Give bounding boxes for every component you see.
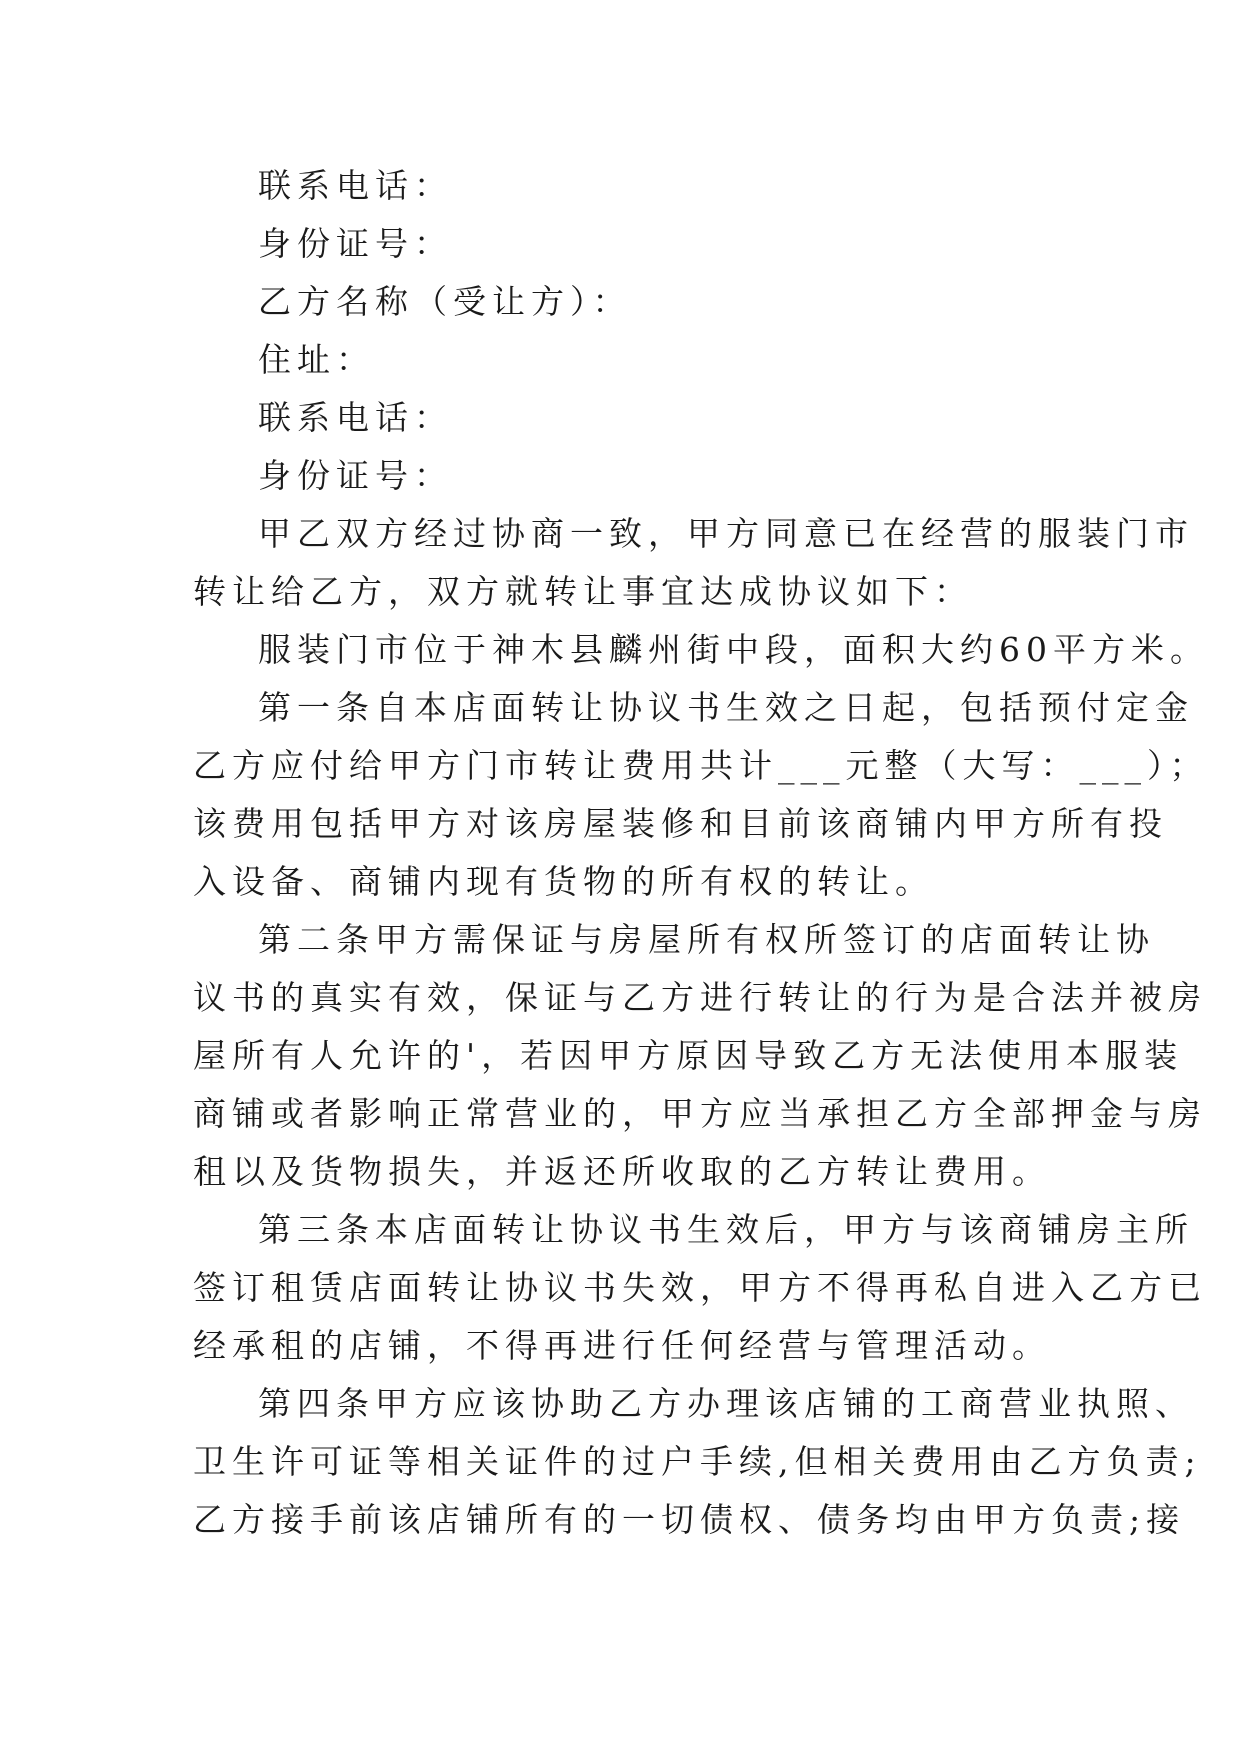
- id-number-label-b: 身份证号：: [258, 456, 453, 495]
- paragraph-location: 服装门市位于神木县麟州街中段，面积大约60平方米。: [258, 630, 1209, 669]
- id-number-label-a: 身份证号：: [258, 224, 453, 263]
- article-3-line-2: 签订租赁店面转让协议书失效，甲方不得再私自进入乙方已: [193, 1268, 1207, 1307]
- article-2-line-1: 第二条甲方需保证与房屋所有权所签订的店面转让协: [258, 920, 1155, 959]
- paragraph-intro-line-1: 甲乙双方经过协商一致，甲方同意已在经营的服装门市: [258, 514, 1194, 553]
- article-4-line-1: 第四条甲方应该协助乙方办理该店铺的工商营业执照、: [258, 1384, 1194, 1423]
- article-1-line-4: 入设备、商铺内现有货物的所有权的转让。: [193, 862, 934, 901]
- article-2-line-4: 商铺或者影响正常营业的，甲方应当承担乙方全部押金与房: [193, 1094, 1207, 1133]
- article-1-line-3: 该费用包括甲方对该房屋装修和目前该商铺内甲方所有投: [193, 804, 1168, 843]
- article-4-line-2: 卫生许可证等相关证件的过户手续,但相关费用由乙方负责;: [193, 1442, 1202, 1481]
- article-2-line-5: 租以及货物损失，并返还所收取的乙方转让费用。: [193, 1152, 1051, 1191]
- article-4-line-3: 乙方接手前该店铺所有的一切债权、债务均由甲方负责;接: [193, 1500, 1186, 1539]
- article-2-line-2: 议书的真实有效，保证与乙方进行转让的行为是合法并被房: [193, 978, 1207, 1017]
- article-1-line-1: 第一条自本店面转让协议书生效之日起，包括预付定金: [258, 688, 1194, 727]
- article-3-line-3: 经承租的店铺，不得再进行任何经营与管理活动。: [193, 1326, 1051, 1365]
- address-label: 住址：: [258, 340, 375, 379]
- paragraph-intro-line-2: 转让给乙方，双方就转让事宜达成协议如下：: [193, 572, 973, 611]
- article-1-line-2: 乙方应付给甲方门市转让费用共计___元整（大写：___）；: [193, 746, 1209, 785]
- article-2-line-3: 屋所有人允许的'，若因甲方原因导致乙方无法使用本服装: [193, 1036, 1184, 1075]
- contact-phone-label-b: 联系电话：: [258, 398, 453, 437]
- article-3-line-1: 第三条本店面转让协议书生效后，甲方与该商铺房主所: [258, 1210, 1194, 1249]
- contact-phone-label-a: 联系电话：: [258, 166, 453, 205]
- party-b-name-label: 乙方名称（受让方）：: [258, 282, 632, 321]
